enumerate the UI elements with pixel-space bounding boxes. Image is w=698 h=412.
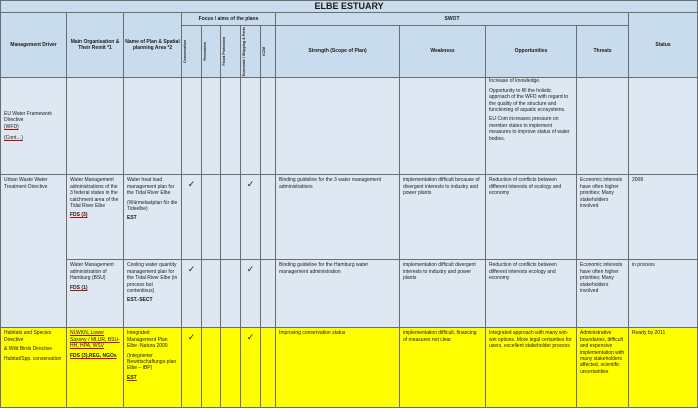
strength-cell: Binding guideline for the Hamburg water management administration — [276, 260, 400, 328]
focus-cell — [221, 175, 241, 260]
threats-cell: Administrative boundaries, difficult and expensive implementation with many stakeholders affected, scientific uncertainties — [577, 328, 629, 408]
header-threats: Threats — [577, 26, 629, 78]
header-management-driver: Management Driver — [1, 13, 67, 78]
status-cell — [629, 78, 698, 175]
header-focus-conservation: Conservation — [183, 40, 187, 64]
focus-cell — [261, 260, 276, 328]
focus-cell — [261, 78, 276, 175]
org-cell — [67, 328, 124, 408]
header-focus: Focus / aims of the plans — [182, 13, 276, 26]
driver-text: & Wild Birds Directive — [4, 346, 53, 353]
plan-code: EST — [127, 374, 137, 381]
focus-economic-check: ✓ — [241, 328, 261, 408]
plan-text: Integrated Management Plan Elbe -Natura 2000 — [127, 330, 168, 350]
opportunities-cell — [486, 78, 577, 175]
plan-german: (Integrierter Bewirtschaftungs-plan Elbe – IBP) — [127, 352, 177, 372]
weakness-cell: implementation difficult divergent interests to industry and power plants — [400, 260, 486, 328]
header-plan-name: Name of Plan & Spatial planning Area *2 — [124, 13, 182, 78]
strength-cell: Binding guideline for the 3 water management administrations — [276, 175, 400, 260]
header-focus-recreation: Recreation — [203, 42, 207, 61]
focus-cell — [202, 175, 221, 260]
opportunities-cell: Reduction of conflicts between different interests ecology and economy — [486, 260, 577, 328]
focus-cell — [202, 328, 221, 408]
plan-cell — [124, 78, 182, 175]
org-text: Water Management administrations of the 3 federal states in the catchment area of the Tidal River Elbe — [70, 177, 119, 209]
strength-cell: Improving conservation status — [276, 328, 400, 408]
plan-code: EST.-SECT — [127, 297, 153, 304]
plan-text: Water heat load management plan for the Tidal River Elbe — [127, 177, 175, 197]
status-cell: Ready by 2011 — [629, 328, 698, 408]
header-focus-col — [241, 26, 261, 78]
header-focus-economic: Economic / Shipping & Ports — [242, 27, 246, 77]
header-organisation: Main Organisation & Their Remit *1 — [67, 13, 124, 78]
opportunities-cell: Integrated approach with many win-win options. More legal certainties for users, excellent stakeholder process — [486, 328, 577, 408]
driver-text: Habitat/Spp. conservation — [4, 355, 62, 362]
opportunity-text: Opportunity to fill the holistic approach of the WFD with regard to the quality of the structure and functioning of aquatic ecosystems. — [489, 87, 569, 113]
header-focus-col — [261, 26, 276, 78]
plan-german: (Wärmelastplan für die Tideelbe) — [127, 199, 178, 212]
driver-abbr: (WFD) — [4, 123, 19, 130]
weakness-cell — [400, 78, 486, 175]
focus-cell — [182, 78, 202, 175]
header-status: Status — [629, 13, 698, 78]
focus-cell — [202, 78, 221, 175]
plan-cell — [124, 175, 182, 260]
focus-cell — [241, 78, 261, 175]
plan-cell — [124, 328, 182, 408]
table-title: ELBE ESTUARY — [1, 1, 698, 13]
opportunities-cell: Reduction of conflicts between different interests of ecology and economy — [486, 175, 577, 260]
org-cell — [67, 175, 124, 260]
header-focus-col — [202, 26, 221, 78]
header-strength: Strength (Scope of Plan) — [276, 26, 400, 78]
header-swot: SWOT — [276, 13, 629, 26]
focus-cell — [221, 328, 241, 408]
focus-cell — [221, 260, 241, 328]
table-row — [1, 328, 698, 408]
opportunity-text: EU Com increases pressure on member states to implement measures to improve status of water bodies. — [489, 116, 570, 142]
driver-text: Urban Waste Water Treatment Directive — [4, 177, 48, 190]
focus-economic-check: ✓ — [241, 175, 261, 260]
header-opportunities: Opportunities — [486, 26, 577, 78]
focus-conservation-check: ✓ — [182, 260, 202, 328]
plan-code: EST — [127, 215, 137, 222]
driver-cell — [1, 328, 67, 408]
focus-conservation-check: ✓ — [182, 328, 202, 408]
header-focus-flood: Flood Protection — [222, 37, 226, 66]
focus-cell — [261, 328, 276, 408]
threats-cell — [577, 78, 629, 175]
header-focus-col — [182, 26, 202, 78]
header-focus-iczm: ICZM — [262, 47, 266, 57]
plan-cell — [124, 260, 182, 328]
weakness-cell: implementation difficult, financing of measures not clear — [400, 328, 486, 408]
header-weakness: Weakness — [400, 26, 486, 78]
plan-text: Cooling water quantity management plan for the Tidal River Elbe (in process but contentious) — [127, 262, 178, 294]
strength-cell — [276, 78, 400, 175]
weakness-cell: implementation difficult because of divergent interests to industry and power plants — [400, 175, 486, 260]
org-code: FDS (3),REG, NGOs — [70, 352, 117, 359]
focus-cell — [221, 78, 241, 175]
org-text: Water Management administration of Hamburg (BSU) — [70, 262, 114, 282]
focus-cell — [202, 260, 221, 328]
status-cell: 2008 — [629, 175, 698, 260]
threats-cell: Economic interests have often higher priorities; Many stakeholders involved — [577, 175, 629, 260]
org-cell — [67, 260, 124, 328]
threats-cell: Economic interests have often higher priorities; Many stakeholders involved — [577, 260, 629, 328]
focus-cell — [261, 175, 276, 260]
status-cell: in process — [629, 260, 698, 328]
focus-conservation-check: ✓ — [182, 175, 202, 260]
header-focus-col — [221, 26, 241, 78]
org-code: FDS (3) — [70, 212, 88, 219]
table-row — [1, 260, 698, 328]
org-text: NLWKN, Lower Saxony / MLUR, BSU-HH, HPA, WSV — [70, 330, 120, 350]
focus-economic-check: ✓ — [241, 260, 261, 328]
opportunity-text: Increase of knowledge. — [489, 78, 541, 85]
driver-text: EU Water Framework Directive — [4, 111, 52, 124]
driver-cell — [1, 175, 67, 328]
driver-text: Habitats and Species Directive — [4, 330, 52, 343]
table-row — [1, 175, 698, 260]
driver-cont: (Cont…) — [4, 135, 23, 142]
table-row — [1, 78, 698, 175]
org-cell — [67, 78, 124, 175]
org-code: FDS (1) — [70, 284, 88, 291]
driver-cell — [1, 78, 67, 175]
